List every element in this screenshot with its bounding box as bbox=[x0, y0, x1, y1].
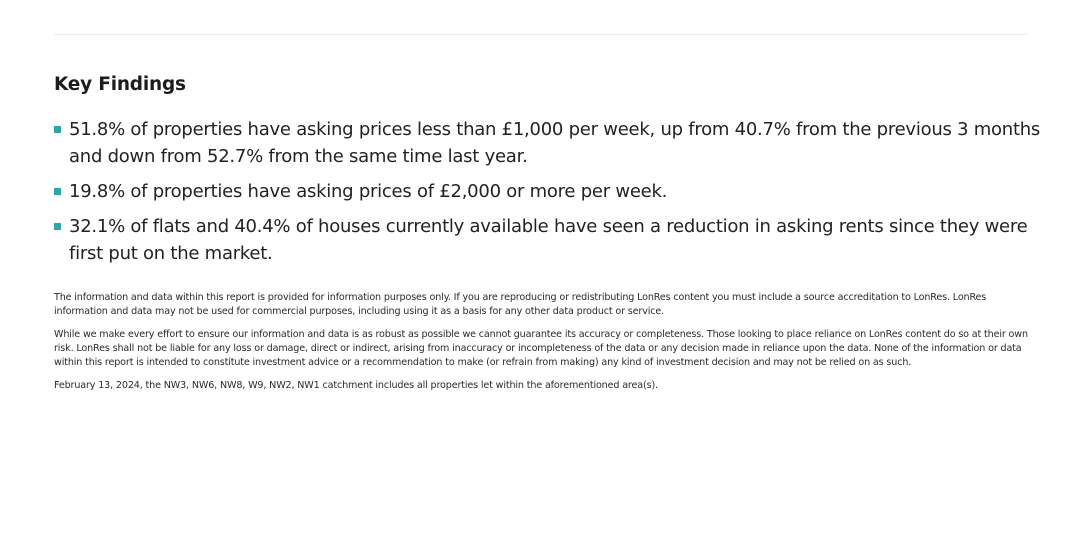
catchment-note: February 13, 2024, the NW3, NW6, NW8, W9, NW2, NW1 catchment includes all properties let within the aforementioned area(s). bbox=[54, 380, 658, 391]
disclaimer bbox=[54, 291, 1029, 393]
finding-item bbox=[54, 178, 1054, 205]
top-divider bbox=[54, 34, 1027, 35]
square-bullet-icon bbox=[54, 188, 61, 195]
finding-text: 19.8% of properties have asking prices of £2,000 or more per week. bbox=[69, 181, 668, 202]
key-findings-heading: Key Findings bbox=[54, 74, 186, 95]
disclaimer-liability: While we make every effort to ensure our information and data is as robust as possible we cannot guarantee its accuracy or completeness. Those looking to place reliance on LonRes content do so at their own risk. LonRes shall not be liable for any loss or damage, direct or indirect, arising from inaccuracy or incompleteness of the data or any decision made in reliance upon the data. None of the information or data within this report is intended to constitute investment advice or a recommendation to make (or refrain from making) any kind of investment decision and may not be relied on as such. bbox=[54, 329, 1028, 368]
square-bullet-icon bbox=[54, 223, 61, 230]
finding-item bbox=[54, 116, 1054, 170]
disclaimer-usage: The information and data within this report is provided for information purposes only. If you are reproducing or redistributing LonRes content you must include a source accreditation to LonRes. LonRes information and data may not be used for commercial purposes, including using it as a basis for any other data product or service. bbox=[54, 292, 987, 317]
key-findings-list bbox=[54, 116, 1054, 267]
finding-text: 32.1% of flats and 40.4% of houses currently available have seen a reduction in asking rents since they were first put on the market. bbox=[69, 216, 1028, 264]
report-content bbox=[54, 72, 1054, 402]
finding-text: 51.8% of properties have asking prices less than £1,000 per week, up from 40.7% from the previous 3 months and down from 52.7% from the same time last year. bbox=[69, 119, 1041, 167]
square-bullet-icon bbox=[54, 126, 61, 133]
finding-item bbox=[54, 213, 1054, 267]
